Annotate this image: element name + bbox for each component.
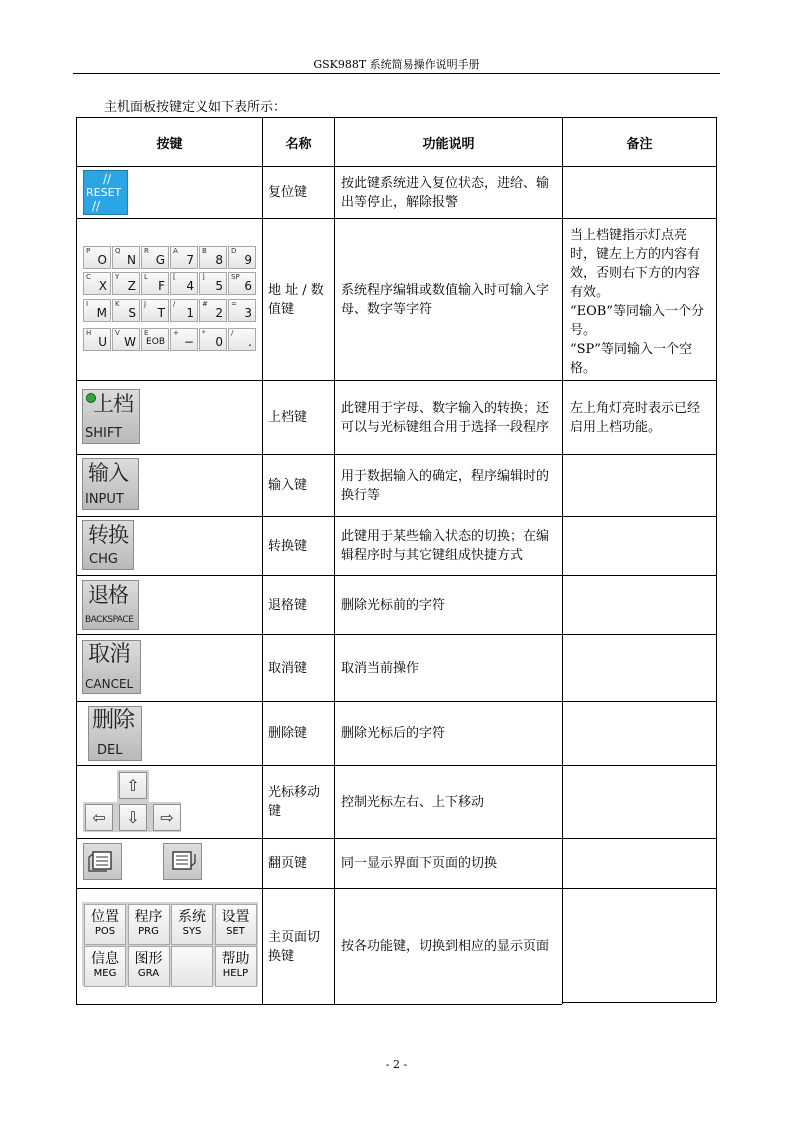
- row-func-cursor: 控制光标左右、上下移动: [341, 794, 485, 810]
- row-name-address: 地 址 / 数值键: [268, 282, 324, 317]
- keypad-key-shift-label: [: [173, 273, 176, 281]
- function-key-label-en: HELP: [222, 968, 249, 979]
- keypad-key-main-label: X: [98, 279, 107, 293]
- shift-key[interactable]: 上档 SHIFT: [82, 389, 140, 444]
- column-header-key: 按键: [156, 136, 183, 152]
- keypad-key[interactable]: [141, 299, 169, 322]
- keypad-key-main-label: F: [158, 279, 165, 293]
- keypad-key-shift-label: H: [86, 329, 92, 337]
- keypad-key-main-label: −: [183, 335, 194, 349]
- function-key[interactable]: [128, 946, 170, 987]
- keypad-key-main-label: 6: [244, 279, 252, 293]
- keypad-key-main-label: N: [127, 253, 136, 267]
- keypad-key[interactable]: [228, 246, 256, 269]
- page-header-title: GSK988T 系统简易操作说明手册: [313, 58, 480, 71]
- function-key-label-en: SET: [226, 926, 245, 937]
- keypad-key-shift-label: C: [86, 273, 91, 281]
- function-key-label-en: SYS: [182, 926, 202, 937]
- keypad-key[interactable]: [199, 299, 227, 322]
- keypad-key-shift-label: E: [144, 329, 149, 337]
- keypad-key-main-label: 1: [186, 306, 194, 320]
- keypad-key-main-label: EOB: [146, 337, 165, 347]
- keypad-key-shift-label: A: [173, 247, 178, 255]
- column-header-name: 名称: [285, 136, 312, 152]
- keypad-key-shift-label: *: [202, 329, 206, 337]
- keypad-key-main-label: Z: [127, 279, 136, 293]
- del-key[interactable]: 删除 DEL: [88, 706, 142, 761]
- keypad-key-shift-label: B: [202, 247, 207, 255]
- function-key-label-cn: 程序: [134, 909, 163, 925]
- cursor-down-key[interactable]: [119, 804, 147, 831]
- keypad-key[interactable]: [228, 299, 256, 322]
- row-name-cancel: 取消键: [268, 660, 308, 676]
- arrow-up-icon: ⇧: [126, 776, 140, 795]
- keypad-key-main-label: .: [248, 335, 252, 349]
- intro-text: 主机面板按键定义如下表所示：: [104, 100, 287, 115]
- function-key-label-cn: 信息: [91, 951, 119, 967]
- keypad-key-shift-label: #: [202, 300, 208, 308]
- keypad-key-shift-label: Y: [115, 273, 120, 281]
- row-name-backspace: 退格键: [268, 597, 308, 613]
- page-number: - 2 -: [385, 1058, 408, 1071]
- keypad-key-main-label: 3: [244, 306, 252, 320]
- keypad-key[interactable]: [112, 272, 140, 295]
- function-key-label-cn: 系统: [178, 909, 206, 925]
- page-down-icon: [164, 844, 201, 879]
- keypad-key-main-label: 5: [215, 279, 223, 293]
- keypad-key[interactable]: [199, 272, 227, 295]
- keypad-key-main-label: U: [98, 335, 107, 349]
- row-name-del: 删除键: [268, 726, 308, 741]
- arrow-left-icon: ⇦: [92, 808, 106, 827]
- keypad-key-main-label: W: [124, 335, 136, 349]
- keypad-key-main-label: O: [97, 253, 107, 267]
- function-key-blank[interactable]: [171, 946, 213, 987]
- reset-key[interactable]: // RESET //: [83, 170, 128, 215]
- function-key-label-en: GRA: [137, 968, 160, 979]
- keypad-key[interactable]: [228, 272, 256, 295]
- function-key[interactable]: [84, 946, 126, 987]
- page-up-key[interactable]: [83, 843, 122, 880]
- keypad-key-shift-label: V: [115, 329, 120, 337]
- row-name-reset: 复位键: [268, 185, 308, 200]
- keypad-key-shift-label: P: [86, 247, 91, 255]
- keypad-key-shift-label: I: [86, 300, 89, 308]
- keypad-key-shift-label: D: [231, 247, 237, 255]
- keypad-key[interactable]: [170, 328, 198, 351]
- arrow-right-icon: ⇨: [160, 808, 174, 827]
- cursor-up-key[interactable]: [119, 772, 147, 799]
- input-key[interactable]: 输入 INPUT: [82, 458, 139, 510]
- keypad-key[interactable]: [141, 328, 169, 351]
- row-func-chg: 此键用于某些输入状态的切换；在编辑程序时与其它键组成快捷方式: [341, 529, 550, 563]
- keypad-key[interactable]: [83, 272, 111, 295]
- row-name-chg: 转换键: [268, 538, 308, 554]
- keypad-key-main-label: 8: [215, 253, 223, 267]
- keypad-key-main-label: 9: [244, 253, 252, 267]
- keypad-key-shift-label: ]: [202, 273, 205, 281]
- row-name-func: 主页面切换键: [268, 929, 321, 964]
- keypad-key[interactable]: [112, 299, 140, 322]
- keypad-key-main-label: 4: [186, 279, 194, 293]
- row-func-input: 用于数据输入的确定，程序编辑时的换行等: [341, 468, 550, 503]
- keypad-key-shift-label: Q: [115, 247, 121, 255]
- row-func-backspace: 删除光标前的字符: [341, 597, 446, 613]
- keypad-key[interactable]: [170, 246, 198, 269]
- keypad-key-shift-label: J: [144, 300, 147, 308]
- function-key-label-cn: 帮助: [221, 951, 250, 967]
- row-func-address: 系统程序编辑或数值输入时可输入字母、数字等字符: [341, 282, 550, 317]
- keypad-key-shift-label: /: [173, 300, 176, 308]
- function-key-label-cn: 位置: [91, 909, 119, 925]
- row-func-cancel: 取消当前操作: [341, 660, 420, 676]
- function-key[interactable]: [215, 946, 257, 987]
- header-rule: [73, 73, 720, 74]
- keypad-key[interactable]: [170, 272, 198, 295]
- row-name-shift: 上档键: [268, 410, 308, 425]
- backspace-key[interactable]: 退格 BACKSPACE: [82, 580, 139, 630]
- keypad-key[interactable]: [199, 246, 227, 269]
- keypad-key-shift-label: K: [115, 300, 120, 308]
- page-down-key[interactable]: [163, 843, 202, 880]
- keypad-key-shift-label: +: [173, 329, 179, 337]
- keypad-key-shift-label: SP: [231, 273, 240, 281]
- keypad-key-shift-label: /: [231, 329, 234, 337]
- function-key-label-en: PRG: [138, 926, 159, 937]
- cursor-right-key[interactable]: [153, 804, 181, 831]
- row-name-input: 输入键: [268, 478, 308, 493]
- keypad-key[interactable]: [199, 328, 227, 351]
- row-note-shift: 左上角灯亮时表示已经启用上档功能。: [570, 400, 701, 435]
- keypad-key[interactable]: [83, 246, 111, 269]
- keypad-key[interactable]: [141, 246, 169, 269]
- column-header-function: 功能说明: [422, 136, 475, 152]
- row-name-cursor: 光标移动键: [268, 785, 321, 819]
- cancel-key[interactable]: 取消 CANCEL: [82, 640, 141, 694]
- row-func-page: 同一显示界面下页面的切换: [341, 856, 498, 871]
- keypad-key-shift-label: L: [144, 273, 148, 281]
- keypad-key-main-label: S: [128, 306, 136, 320]
- keypad-key-main-label: M: [96, 306, 107, 320]
- keypad-key[interactable]: [83, 299, 111, 322]
- keypad-key-main-label: T: [157, 306, 165, 320]
- function-key[interactable]: [128, 904, 170, 945]
- row-func-del: 删除光标后的字符: [341, 726, 446, 741]
- function-key-label-cn: 图形: [134, 951, 163, 967]
- keypad-key[interactable]: [83, 328, 111, 351]
- keypad-key-shift-label: =: [231, 300, 237, 308]
- keypad-key-shift-label: R: [144, 247, 149, 255]
- function-key[interactable]: [84, 904, 126, 945]
- chg-key[interactable]: 转换 CHG: [82, 520, 134, 570]
- row-func-shift: 此键用于字母、数字输入的转换；还可以与光标键组合用于选择一段程序: [341, 400, 550, 435]
- arrow-down-icon: ⇩: [126, 808, 140, 827]
- keypad-key[interactable]: [112, 246, 140, 269]
- function-key-label-cn: 设置: [221, 909, 250, 925]
- keypad-key-main-label: 7: [186, 253, 194, 267]
- keypad-key[interactable]: [228, 328, 256, 351]
- row-func-func: 按各功能键，切换到相应的显示页面: [341, 939, 550, 954]
- function-key-label-en: POS: [94, 926, 116, 937]
- page-up-icon: [84, 844, 121, 879]
- keypad-key[interactable]: [141, 272, 169, 295]
- function-key-label-en: MEG: [93, 968, 117, 979]
- column-header-note: 备注: [626, 136, 653, 152]
- function-key[interactable]: [215, 904, 257, 945]
- row-name-page: 翻页键: [268, 856, 308, 871]
- row-func-reset: 按此键系统进入复位状态，进给、输出等停止，解除报警: [341, 175, 550, 210]
- keypad-key[interactable]: [170, 299, 198, 322]
- keypad-key-main-label: G: [155, 253, 165, 267]
- row-note-address: 当上档键指示灯点亮时，键左上方的内容有效，否则右下方的内容有效。 “EOB”等同输入一个分号。 “SP”等同输入一个空格。: [570, 228, 704, 376]
- keypad-key[interactable]: [112, 328, 140, 351]
- function-key[interactable]: [171, 904, 213, 945]
- keypad-key-main-label: 2: [215, 306, 223, 320]
- keypad-key-main-label: 0: [215, 335, 223, 349]
- cursor-left-key[interactable]: [85, 804, 113, 831]
